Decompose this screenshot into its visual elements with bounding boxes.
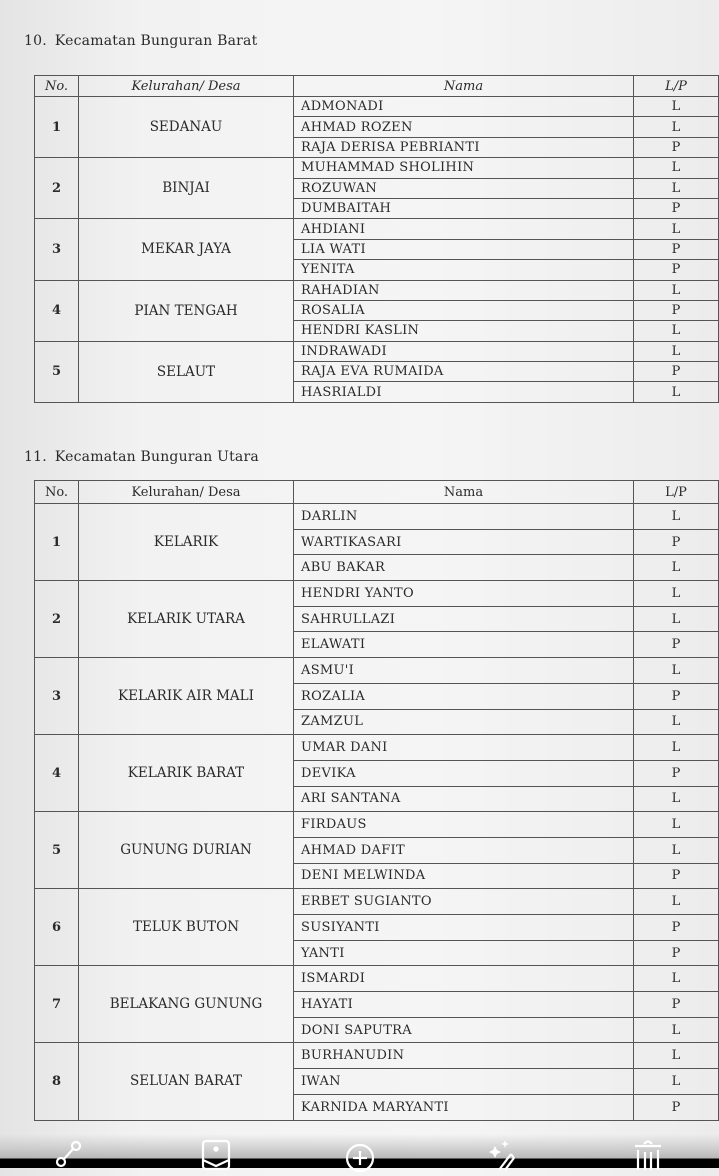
section-name: Kecamatan Bunguran Utara — [54, 449, 259, 465]
person-name: BURHANUDIN — [294, 1043, 634, 1069]
gender-code: P — [634, 198, 719, 218]
gender-code: P — [634, 239, 719, 259]
desa-name: SELAUT — [79, 341, 294, 402]
header-no: No. — [35, 76, 79, 97]
gender-code: P — [634, 529, 719, 555]
gender-code: L — [634, 581, 719, 607]
gender-code: L — [634, 837, 719, 863]
person-name: WARTIKASARI — [294, 529, 634, 555]
add-circle-icon — [343, 1138, 377, 1176]
person-name: RAHADIAN — [294, 280, 634, 300]
gender-code: L — [634, 158, 719, 178]
gender-code: P — [634, 362, 719, 382]
table-bunguran-barat — [34, 75, 719, 403]
desa-name: BELAKANG GUNUNG — [79, 966, 294, 1043]
row-number: 2 — [35, 581, 79, 658]
gender-code: L — [634, 966, 719, 992]
person-name: HAYATI — [294, 992, 634, 1018]
gender-code: P — [634, 915, 719, 941]
desa-name: KELARIK AIR MALI — [79, 658, 294, 735]
gender-code: L — [634, 1017, 719, 1043]
section-number: 11. — [24, 449, 47, 465]
header-no: No. — [35, 481, 79, 504]
row-number: 3 — [35, 219, 79, 280]
header-nama: Nama — [294, 76, 634, 97]
gender-code: L — [634, 658, 719, 684]
gender-code: P — [634, 300, 719, 320]
row-number: 6 — [35, 889, 79, 966]
gender-code: L — [634, 606, 719, 632]
edit-image-button[interactable] — [196, 1138, 236, 1168]
gender-code: P — [634, 683, 719, 709]
person-name: ABU BAKAR — [294, 555, 634, 581]
person-name: ELAWATI — [294, 632, 634, 658]
gender-code: L — [634, 280, 719, 300]
table-bunguran-utara — [34, 480, 719, 1121]
person-name: LIA WATI — [294, 239, 634, 259]
person-name: ROZALIA — [294, 683, 634, 709]
person-name: FIRDAUS — [294, 812, 634, 838]
person-name: UMAR DANI — [294, 735, 634, 761]
desa-name: KELARIK UTARA — [79, 581, 294, 658]
person-name: AHMAD DAFIT — [294, 837, 634, 863]
table-row — [35, 581, 719, 607]
table-row — [35, 966, 719, 992]
person-name: INDRAWADI — [294, 341, 634, 361]
person-name: HENDRI YANTO — [294, 581, 634, 607]
delete-icon — [631, 1138, 665, 1176]
person-name: ROZUWAN — [294, 178, 634, 198]
gender-code: P — [634, 992, 719, 1018]
table-header-row — [35, 76, 719, 97]
header-desa: Kelurahan/ Desa — [79, 481, 294, 504]
gender-code: P — [634, 940, 719, 966]
gender-code: P — [634, 760, 719, 786]
row-number: 4 — [35, 735, 79, 812]
person-name: AHMAD ROZEN — [294, 117, 634, 137]
person-name: SAHRULLAZI — [294, 606, 634, 632]
gender-code: L — [634, 735, 719, 761]
person-name: ADMONADI — [294, 97, 634, 117]
gender-code: L — [634, 1043, 719, 1069]
row-number: 2 — [35, 158, 79, 219]
row-number: 1 — [35, 97, 79, 158]
gender-code: L — [634, 97, 719, 117]
gender-code: L — [634, 786, 719, 812]
desa-name: TELUK BUTON — [79, 889, 294, 966]
table-row — [35, 812, 719, 838]
person-name: YANTI — [294, 940, 634, 966]
person-name: DEVIKA — [294, 760, 634, 786]
section-title-bunguran-utara — [24, 449, 259, 465]
share-icon — [51, 1138, 85, 1176]
gender-code: L — [634, 321, 719, 341]
gender-code: L — [634, 117, 719, 137]
desa-name: SEDANAU — [79, 97, 294, 158]
row-number: 1 — [35, 504, 79, 581]
row-number: 4 — [35, 280, 79, 341]
table-row — [35, 889, 719, 915]
table-row — [35, 341, 719, 361]
section-name: Kecamatan Bunguran Barat — [54, 33, 258, 49]
person-name: ZAMZUL — [294, 709, 634, 735]
gender-code: L — [634, 555, 719, 581]
row-number: 3 — [35, 658, 79, 735]
desa-name: PIAN TENGAH — [79, 280, 294, 341]
table-row — [35, 97, 719, 117]
person-name: RAJA EVA RUMAIDA — [294, 362, 634, 382]
gender-code: L — [634, 504, 719, 530]
person-name: IWAN — [294, 1069, 634, 1095]
person-name: HASRIALDI — [294, 382, 634, 402]
gender-code: P — [634, 260, 719, 280]
header-desa: Kelurahan/ Desa — [79, 76, 294, 97]
edit-image-icon — [199, 1138, 233, 1176]
person-name: MUHAMMAD SHOLIHIN — [294, 158, 634, 178]
share-button[interactable] — [48, 1138, 88, 1168]
person-name: ASMU'I — [294, 658, 634, 684]
gender-code: L — [634, 219, 719, 239]
person-name: ROSALIA — [294, 300, 634, 320]
gender-code: P — [634, 137, 719, 157]
gender-code: P — [634, 863, 719, 889]
table-row — [35, 735, 719, 761]
gender-code: L — [634, 341, 719, 361]
table-row — [35, 658, 719, 684]
row-number: 7 — [35, 966, 79, 1043]
person-name: YENITA — [294, 260, 634, 280]
desa-name: GUNUNG DURIAN — [79, 812, 294, 889]
desa-name: BINJAI — [79, 158, 294, 219]
desa-name: SELUAN BARAT — [79, 1043, 294, 1120]
table-row — [35, 504, 719, 530]
table-row — [35, 1043, 719, 1069]
row-number: 5 — [35, 812, 79, 889]
desa-name: MEKAR JAYA — [79, 219, 294, 280]
gender-code: L — [634, 1069, 719, 1095]
gender-code: L — [634, 812, 719, 838]
person-name: DENI MELWINDA — [294, 863, 634, 889]
row-number: 8 — [35, 1043, 79, 1120]
header-lp: L/P — [634, 481, 719, 504]
person-name: DONI SAPUTRA — [294, 1017, 634, 1043]
table-row — [35, 158, 719, 178]
person-name: RAJA DERISA PEBRIANTI — [294, 137, 634, 157]
person-name: HENDRI KASLIN — [294, 321, 634, 341]
add-button[interactable] — [340, 1138, 380, 1168]
gender-code: P — [634, 632, 719, 658]
magic-edit-button[interactable] — [484, 1138, 524, 1168]
gender-code: P — [634, 1094, 719, 1120]
person-name: ARI SANTANA — [294, 786, 634, 812]
header-nama: Nama — [294, 481, 634, 504]
gender-code: L — [634, 178, 719, 198]
person-name: ISMARDI — [294, 966, 634, 992]
person-name: DARLIN — [294, 504, 634, 530]
person-name: AHDIANI — [294, 219, 634, 239]
delete-button[interactable] — [628, 1138, 668, 1168]
gender-code: L — [634, 889, 719, 915]
section-title-bunguran-barat — [24, 33, 257, 49]
row-number: 5 — [35, 341, 79, 402]
person-name: DUMBAITAH — [294, 198, 634, 218]
person-name: ERBET SUGIANTO — [294, 889, 634, 915]
header-lp: L/P — [634, 76, 719, 97]
desa-name: KELARIK — [79, 504, 294, 581]
bottom-toolbar — [0, 1134, 719, 1168]
magic-edit-icon — [487, 1138, 521, 1176]
table-row — [35, 219, 719, 239]
gender-code: L — [634, 382, 719, 402]
table-row — [35, 280, 719, 300]
table-header-row — [35, 481, 719, 504]
desa-name: KELARIK BARAT — [79, 735, 294, 812]
person-name: SUSIYANTI — [294, 915, 634, 941]
section-number: 10. — [24, 33, 47, 49]
gender-code: L — [634, 709, 719, 735]
person-name: KARNIDA MARYANTI — [294, 1094, 634, 1120]
